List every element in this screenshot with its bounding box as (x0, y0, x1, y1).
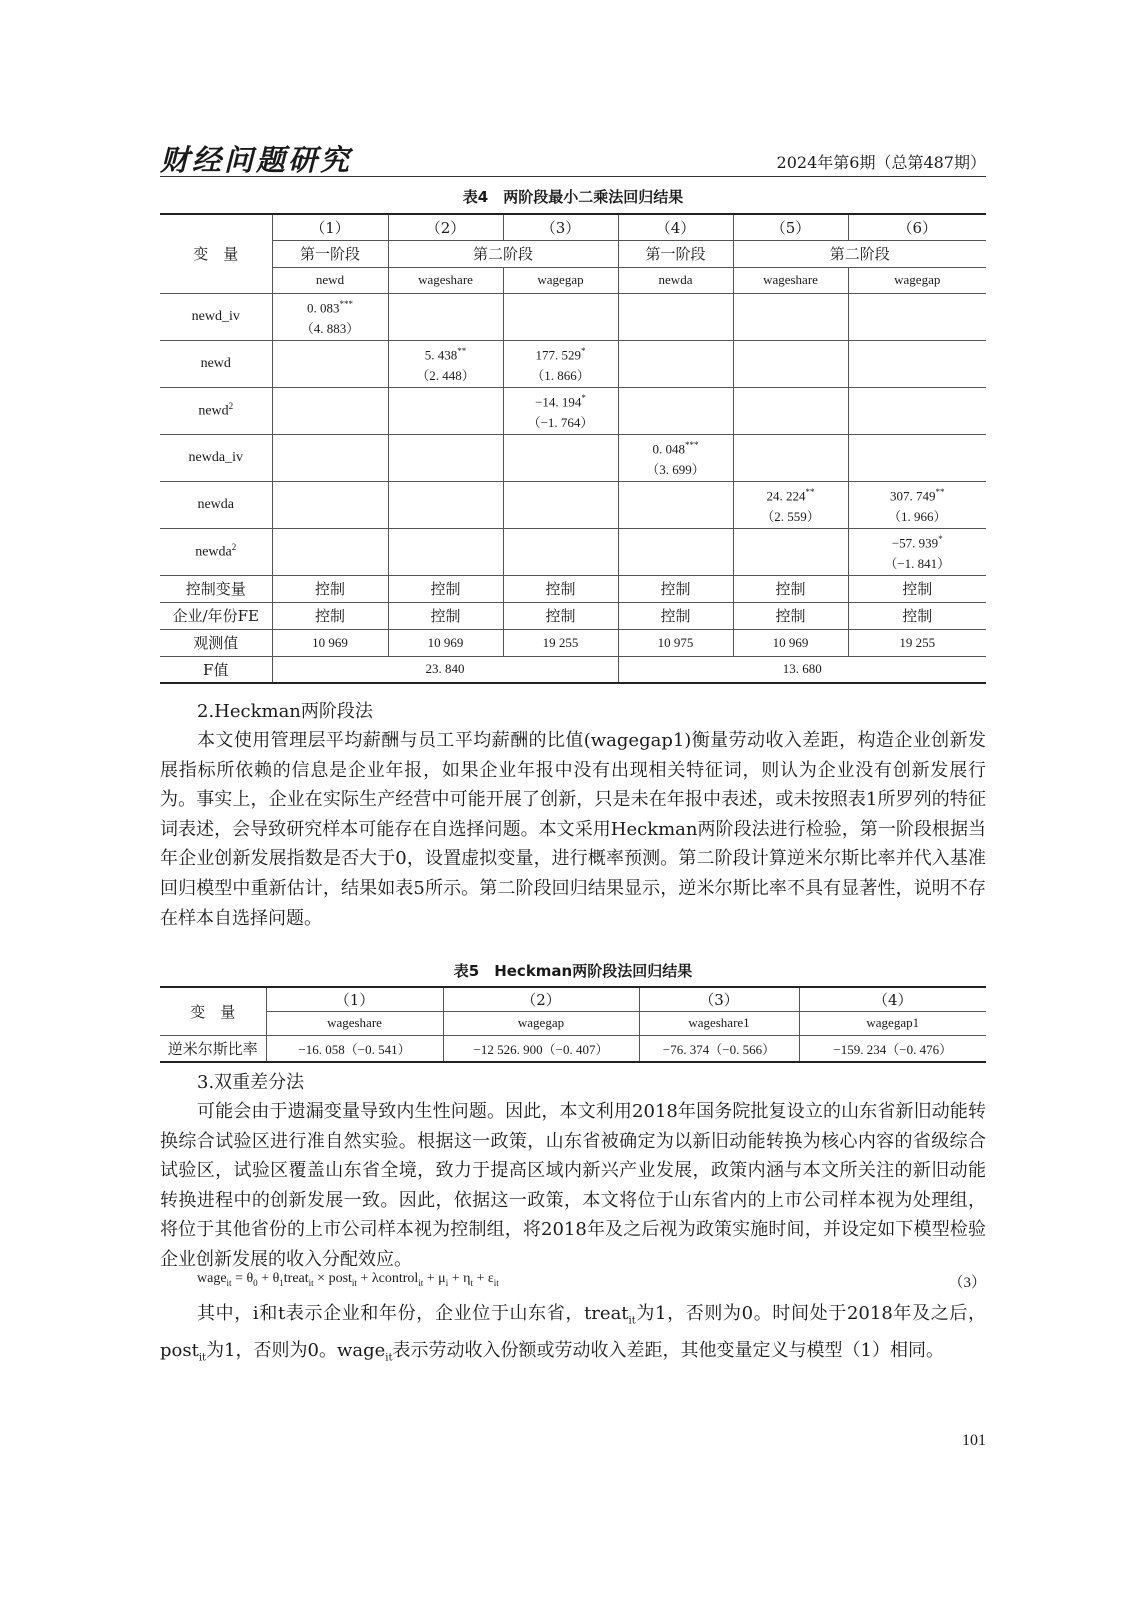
table4-control-cell: 控制 (503, 575, 618, 602)
table4-depvar: wagegap (503, 267, 618, 293)
table4-obs-cell: 19 255 (848, 629, 986, 656)
table4-coef-cell (618, 434, 733, 481)
significance-stars: ** (935, 486, 945, 497)
header-rule (160, 176, 986, 177)
table4-row-label (160, 340, 272, 387)
table4-coef-cell (503, 340, 618, 387)
t-statistic: （1. 966） (887, 509, 947, 525)
table4-col-4: （4） (618, 214, 733, 240)
table4-row-label (160, 481, 272, 528)
table4-control-cell: 控制 (272, 575, 388, 602)
table4-coef-cell (272, 293, 388, 340)
table4-col-3: （3） (503, 214, 618, 240)
equation: wage$_{it}$ = $\theta_0$ + $\theta_1treat_{it}$ × post$_{it}$ + λcontrol$_{it}$ + $\mu_i + \eta_t + \varepsilon_{it}$ （3） (197, 1271, 986, 1291)
table4-depvar: newda (618, 267, 733, 293)
significance-stars: * (581, 392, 586, 403)
table5-col: （2） (443, 987, 639, 1011)
table4-control-cell: 控制 (388, 575, 503, 602)
subscript: it (198, 1352, 207, 1364)
table4-coef-cell (503, 293, 618, 340)
table4-f-value: 13. 680 (618, 656, 986, 683)
table4-coef-cell (848, 528, 986, 575)
table4-obs-cell: 19 255 (503, 629, 618, 656)
coefficient: −57. 939 (891, 535, 939, 551)
page-number: 101 (962, 1432, 986, 1449)
variable-name: newda_iv (188, 449, 243, 465)
table4-coef-cell (388, 340, 503, 387)
table4-var-header: 变 量 (160, 214, 272, 293)
table4-coef-cell (848, 387, 986, 434)
table4-coef-cell (272, 528, 388, 575)
text-span: 为1，否则为0。wage (206, 1340, 386, 1362)
table4-f-value: 23. 840 (272, 656, 618, 683)
table5-value: −12 526. 900（−0. 407） (443, 1035, 639, 1062)
table4-coef-cell (618, 528, 733, 575)
table5-caption: 表5 Heckman两阶段法回归结果 (453, 962, 693, 980)
table4-coef-cell (503, 434, 618, 481)
table4-coef-cell (618, 387, 733, 434)
table4-stage-first-2: 第一阶段 (618, 240, 733, 267)
paragraph-explanation (160, 1299, 986, 1373)
significance-stars: *** (685, 439, 699, 450)
table5-value: −16. 058（−0. 541） (266, 1035, 443, 1062)
table4-coef-cell (388, 434, 503, 481)
table4-fe-cell: 控制 (848, 602, 986, 629)
text-span: 为1，否则为0。时间处于2018年及之后，post (160, 1303, 986, 1362)
significance-stars: ** (805, 486, 815, 497)
table4-control-cell: 控制 (618, 575, 733, 602)
table4-row-label (160, 434, 272, 481)
t-statistic: （2. 448） (416, 368, 475, 384)
table4-depvar: newd (272, 267, 388, 293)
table4-col-6: （6） (848, 214, 986, 240)
issue-info: 2024年第6期（总第487期） (776, 153, 986, 172)
table5-depvar: wageshare1 (639, 1011, 799, 1035)
table4-coef-cell (848, 481, 986, 528)
table4-coef-cell (848, 340, 986, 387)
table5-row-label: 逆米尔斯比率 (160, 1035, 266, 1062)
superscript: 2 (228, 401, 234, 412)
table4-coef-cell (503, 528, 618, 575)
table4-coef-cell (848, 293, 986, 340)
table4-depvar: wageshare (388, 267, 503, 293)
table4-row-label (160, 528, 272, 575)
table4-body (160, 293, 986, 575)
coefficient: 0. 083 (307, 300, 340, 316)
table4-obs-label: 观测值 (160, 629, 272, 656)
table4-col-2: （2） (388, 214, 503, 240)
coefficient: 0. 048 (652, 441, 685, 457)
t-statistic: （−1. 841） (884, 556, 951, 572)
section-heading: 3.双重差分法 (197, 1072, 305, 1093)
table4-coef-cell (272, 387, 388, 434)
table4-col-5: （5） (733, 214, 848, 240)
table4-fe-cell: 控制 (388, 602, 503, 629)
table4-coef-cell (618, 481, 733, 528)
table4-depvar: wagegap (848, 267, 986, 293)
equation-number: （3） (948, 1275, 986, 1291)
significance-stars: ** (457, 345, 467, 356)
significance-stars: * (581, 345, 586, 356)
table4-coef-cell (733, 293, 848, 340)
table4-caption: 表4 两阶段最小二乘法回归结果 (462, 188, 684, 206)
table4-row-label (160, 293, 272, 340)
table5 (160, 986, 986, 1063)
table4-stage-second-1: 第二阶段 (388, 240, 618, 267)
table5-col: （3） (639, 987, 799, 1011)
table5-depvar: wagegap1 (799, 1011, 986, 1035)
table4-coef-row (160, 528, 986, 575)
table4-coef-cell (388, 528, 503, 575)
table4-coef-cell (618, 293, 733, 340)
table4-coef-cell (388, 293, 503, 340)
journal-logo: 财经问题研究 (160, 143, 353, 177)
table5-value: −76. 374（−0. 566） (639, 1035, 799, 1062)
table4-fe-cell: 控制 (733, 602, 848, 629)
section-heading: 2.Heckman两阶段法 (197, 701, 373, 722)
table4-coef-cell (503, 481, 618, 528)
subscript: it (628, 1315, 636, 1327)
t-statistic: （2. 559） (761, 509, 820, 525)
coefficient: −14. 194 (535, 394, 582, 410)
variable-name: newd_iv (191, 308, 240, 324)
table4-fe-cell: 控制 (272, 602, 388, 629)
paragraph: 本文使用管理层平均薪酬与员工平均薪酬的比值(wagegap1)衡量劳动收入差距，构造企业创新发展指标所依赖的信息是企业年报，如果企业年报中没有出现相关特征词，则认为企业没有创新发展行为。事实上，企业在实际生产经营中可能开展了创新，只是未在年报中表述，或未按照表1所罗列的特征词表述，会导致研究样本可能存在自选择问题。本文采用Heckman两阶段法进行检验，第一阶段根据当年企业创新发展指数是否大于0，设置虚拟变量，进行概率预测。第二阶段计算逆米尔斯比率并代入基准回归模型中重新估计，结果如表5所示。第二阶段回归结果显示，逆米尔斯比率不具有显著性，说明不存在样本自选择问题。 (160, 730, 986, 929)
subscript: it (385, 1352, 393, 1364)
table4-coef-cell (848, 434, 986, 481)
superscript: 2 (231, 542, 237, 553)
significance-stars: * (938, 533, 943, 544)
table4-coef-cell (733, 434, 848, 481)
table4-coef-cell (388, 481, 503, 528)
t-statistic: （1. 866） (531, 368, 590, 384)
table4-coef-cell (388, 387, 503, 434)
table5-depvar: wagegap (443, 1011, 639, 1035)
table4-fe-cell: 控制 (618, 602, 733, 629)
coefficient: 307. 749 (890, 488, 936, 504)
table4-coef-cell (733, 387, 848, 434)
table4-fe-label: 企业/年份FE (160, 602, 272, 629)
coefficient: 177. 529 (535, 347, 581, 363)
table4-obs-cell: 10 969 (272, 629, 388, 656)
table4-coef-row (160, 481, 986, 528)
table4-obs-cell: 10 975 (618, 629, 733, 656)
running-header (160, 138, 986, 176)
table5-var-header: 变 量 (160, 987, 266, 1035)
table5-depvar: wageshare (266, 1011, 443, 1035)
variable-name: newd (200, 355, 231, 371)
table5-col: （4） (799, 987, 986, 1011)
table4-control-cell: 控制 (848, 575, 986, 602)
table4-coef-row (160, 434, 986, 481)
coefficient: 5. 438 (424, 347, 458, 363)
table4-coef-row (160, 340, 986, 387)
table5-value: −159. 234（−0. 476） (799, 1035, 986, 1062)
table4-depvar: wageshare (733, 267, 848, 293)
table4-stage-second-2: 第二阶段 (733, 240, 986, 267)
t-statistic: （4. 883） (300, 321, 360, 337)
table4-coef-cell (733, 481, 848, 528)
table4 (160, 213, 986, 684)
table4-coef-cell (272, 340, 388, 387)
t-statistic: （3. 699） (646, 462, 705, 478)
table4-coef-cell (503, 387, 618, 434)
table4-coef-cell (272, 481, 388, 528)
t-statistic: （−1. 764） (527, 415, 594, 431)
table4-f-label: F值 (160, 656, 272, 683)
table4-controls-label: 控制变量 (160, 575, 272, 602)
table4-row-label (160, 387, 272, 434)
table4-fe-cell: 控制 (503, 602, 618, 629)
coefficient: 24. 224 (766, 488, 806, 504)
table4-coef-cell (618, 340, 733, 387)
table4-coef-cell (272, 434, 388, 481)
text-span: 其中，i和t表示企业和年份，企业位于山东省，treat (197, 1303, 629, 1324)
table4-coef-row (160, 293, 986, 340)
variable-name: newda (197, 496, 235, 512)
paragraph: 可能会由于遗漏变量导致内生性问题。因此，本文利用2018年国务院批复设立的山东省新旧动能转换综合试验区进行准自然实验。根据这一政策，山东省被确定为以新旧动能转换为核心内容的省级综合试验区，试验区覆盖山东省全境，致力于提高区域内新兴产业发展，政策内涵与本文所关注的新旧动能转换进程中的创新发展一致。因此，依据这一政策，本文将位于山东省内的上市公司样本视为处理组，将位于其他省份的上市公司样本视为控制组，将2018年及之后视为政策实施时间，并设定如下模型检验企业创新发展的收入分配效应。 (160, 1101, 986, 1270)
significance-stars: *** (339, 298, 353, 309)
table5-col: （1） (266, 987, 443, 1011)
table4-col-1: （1） (272, 214, 388, 240)
table4-obs-cell: 10 969 (733, 629, 848, 656)
table4-control-cell: 控制 (733, 575, 848, 602)
table4-obs-cell: 10 969 (388, 629, 503, 656)
table4-coef-cell (733, 340, 848, 387)
table4-stage-first-1: 第一阶段 (272, 240, 388, 267)
table4-coef-row (160, 387, 986, 434)
text-span: 表示劳动收入份额或劳动收入差距，其他变量定义与模型（1）相同。 (392, 1340, 944, 1362)
variable-name: newda (195, 544, 232, 560)
table4-coef-cell (733, 528, 848, 575)
variable-name: newd (198, 403, 229, 419)
